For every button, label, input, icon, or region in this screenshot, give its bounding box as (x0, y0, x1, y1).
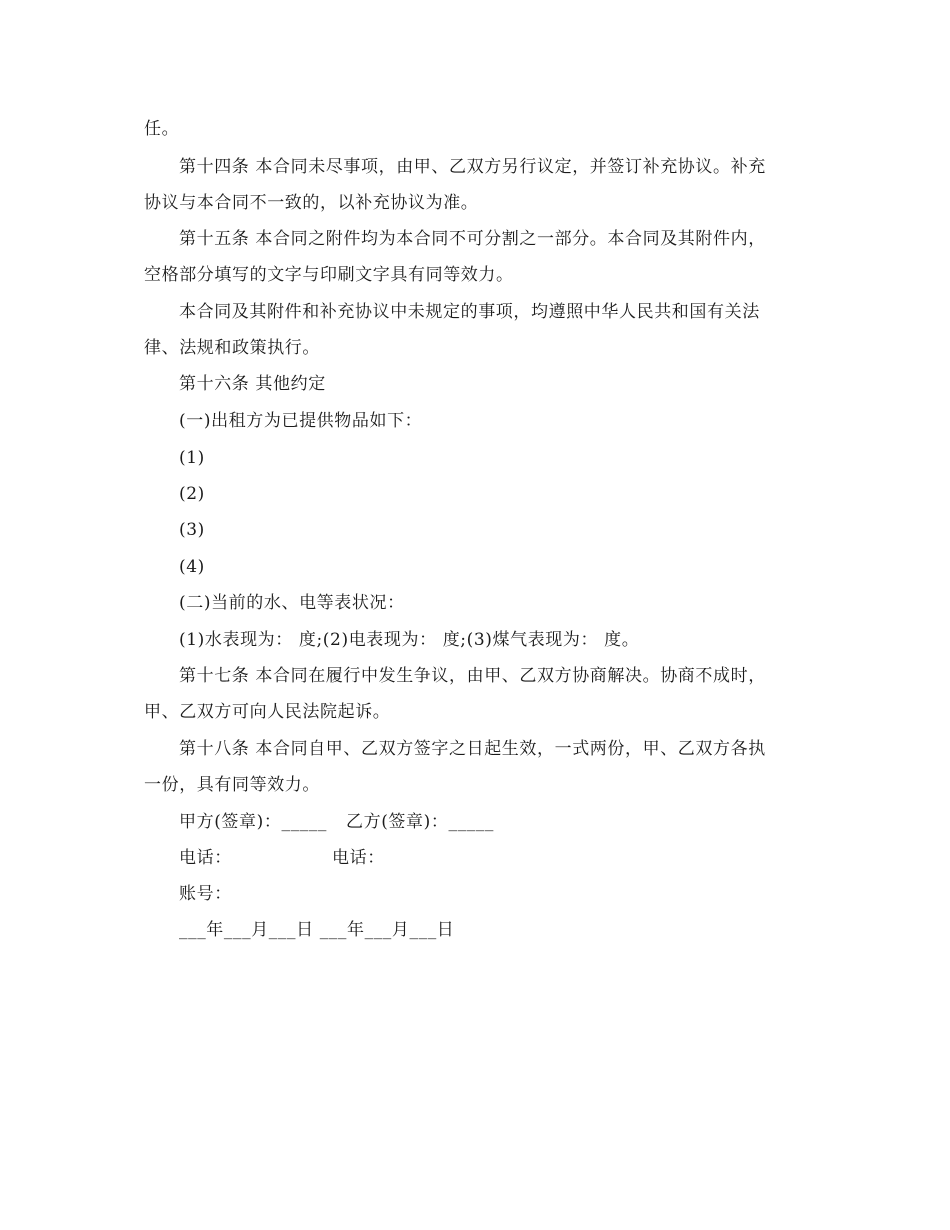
supplementary-clause-line-2: 律、法规和政策执行。 (144, 338, 320, 358)
signing-dates: ___年___月___日 ___年___月___日 (179, 920, 455, 940)
meter-status-heading: (二)当前的水、电等表状况： (179, 593, 405, 613)
article-16-heading: 第十六条 其他约定 (179, 374, 326, 394)
item-4: (4) (179, 557, 205, 577)
article-17-line-2: 甲、乙双方可向人民法院起诉。 (144, 702, 391, 722)
article-15-line-1: 第十五条 本合同之附件均为本合同不可分割之一部分。本合同及其附件内， (179, 229, 766, 249)
paragraph-line: 任。 (144, 119, 180, 139)
item-2: (2) (179, 484, 205, 504)
article-14-line-2: 协议与本合同不一致的，以补充协议为准。 (144, 193, 479, 213)
party-a-signature: 甲方(签章)：_____ (179, 812, 327, 832)
supplementary-clause-line-1: 本合同及其附件和补充协议中未规定的事项，均遵照中华人民共和国有关法 (179, 302, 760, 322)
party-b-signature: 乙方(签章)：_____ (346, 812, 494, 832)
item-3: (3) (179, 520, 205, 540)
article-15-line-2: 空格部分填写的文字与印刷文字具有同等效力。 (144, 265, 514, 285)
provided-items-heading: (一)出租方为已提供物品如下： (179, 411, 423, 431)
article-17-line-1: 第十七条 本合同在履行中发生争议，由甲、乙双方协商解决。协商不成时， (179, 666, 766, 686)
account-number: 账号： (179, 884, 232, 904)
article-18-line-2: 一份，具有同等效力。 (144, 775, 320, 795)
party-a-phone: 电话： (179, 848, 232, 868)
article-14-line-1: 第十四条 本合同未尽事项，由甲、乙双方另行议定，并签订补充协议。补充 (179, 157, 766, 177)
item-1: (1) (179, 448, 205, 468)
meter-readings: (1)水表现为： 度;(2)电表现为： 度;(3)煤气表现为： 度。 (179, 630, 640, 650)
article-18-line-1: 第十八条 本合同自甲、乙双方签字之日起生效，一式两份，甲、乙双方各执 (179, 739, 766, 759)
party-b-phone: 电话： (332, 848, 385, 868)
